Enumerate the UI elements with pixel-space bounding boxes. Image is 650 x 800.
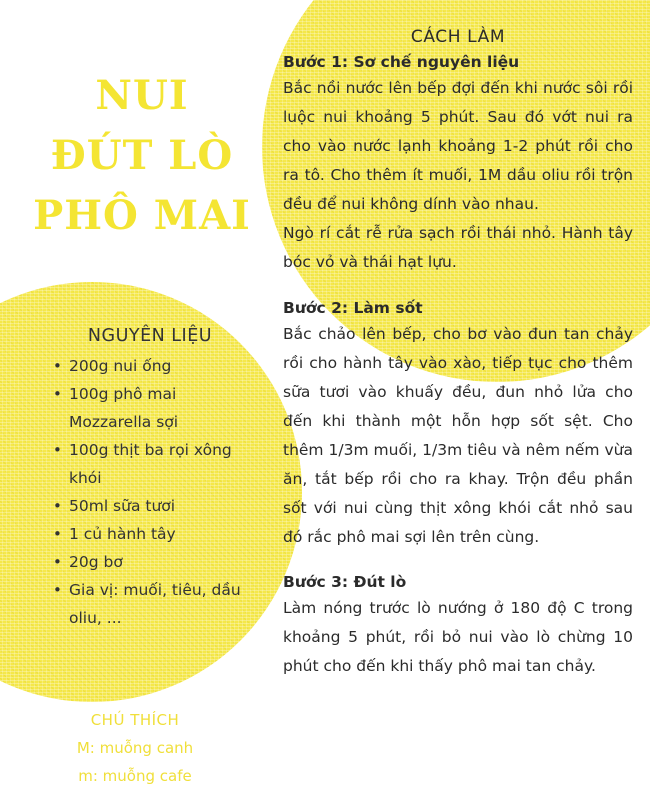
step-1	[283, 50, 633, 277]
note-line-tablespoon: M: muỗng canh	[76, 739, 194, 757]
ingredient-item: • 100g thịt ba rọi xông khói	[45, 436, 245, 492]
ingredient-item: • 50ml sữa tươi	[45, 492, 245, 520]
ingredient-item: • Gia vị: muối, tiêu, dầu oliu, ...	[45, 576, 245, 632]
ingredient-item: • 200g nui ống	[45, 352, 245, 380]
step-3	[283, 570, 633, 681]
method-section	[283, 24, 633, 681]
step-2	[283, 296, 633, 552]
title-line-1: NUI	[95, 72, 189, 119]
recipe-title	[22, 66, 262, 246]
step-3-heading: Bước 3: Đút lò	[283, 573, 407, 591]
ingredient-item: • 20g bơ	[45, 548, 245, 576]
ingredients-heading: NGUYÊN LIỆU	[87, 326, 213, 346]
ingredients-section	[45, 326, 245, 632]
ingredient-item: • 100g phô mai Mozzarella sợi	[45, 380, 245, 436]
note-line-teaspoon: m: muỗng cafe	[78, 767, 192, 785]
notes-heading: CHÚ THÍCH	[90, 711, 180, 729]
step-1-body: Bắc nồi nước lên bếp đợi đến khi nước sôi rồi luộc nui khoảng 5 phút. Sau đó vớt nui ra cho vào nước lạnh khoảng 1-2 phút rồi cho ra tô. Cho thêm ít muối, 1M dầu oliu rồi trộn đều để nui không dính vào nhau.	[283, 79, 633, 213]
step-2-heading: Bước 2: Làm sốt	[283, 299, 423, 317]
step-1-body-extra: Ngò rí cắt rễ rửa sạch rồi thái nhỏ. Hành tây bóc vỏ và thái hạt lựu.	[283, 224, 633, 271]
step-2-body: Bắc chảo lên bếp, cho bơ vào đun tan chảy rồi cho hành tây vào xào, tiếp tục cho thêm sữa tươi vào khuấy đều, đun nhỏ lửa cho đến khi thành một hỗn hợp sốt sệt. Cho thêm 1/3m muối, 1/3m tiêu và nêm nếm vừa ăn, tắt bếp rồi cho ra khay. Trộn đều phần sốt với nui cùng thịt xông khói cắt nhỏ sau đó rắc phô mai sợi lên trên cùng.	[283, 325, 633, 546]
notes-section	[40, 706, 230, 790]
title-line-3: PHÔ MAI	[33, 192, 251, 239]
ingredients-list	[45, 352, 245, 632]
step-3-body: Làm nóng trước lò nướng ở 180 độ C trong khoảng 5 phút, rồi bỏ nui vào lò chừng 10 phút cho đến khi thấy phô mai tan chảy.	[283, 599, 633, 675]
ingredient-item: • 1 củ hành tây	[45, 520, 245, 548]
method-heading: CÁCH LÀM	[410, 27, 506, 47]
title-line-2: ĐÚT LÒ	[50, 132, 234, 179]
step-1-heading: Bước 1: Sơ chế nguyên liệu	[283, 53, 520, 71]
